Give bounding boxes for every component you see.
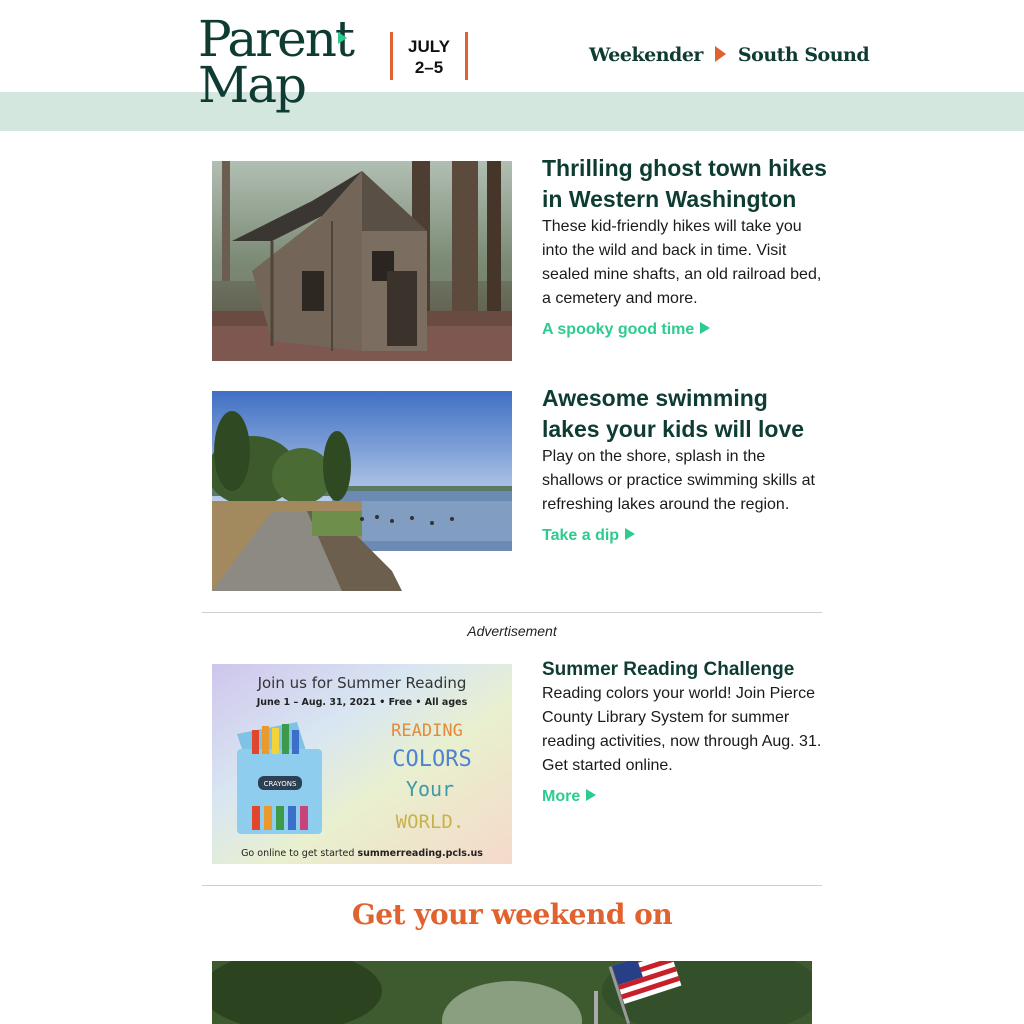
- article-cta-link[interactable]: [542, 321, 710, 339]
- cta-label: Take a dip: [542, 527, 620, 544]
- article-description: These kid-friendly hikes will take you into the wild and back in time. Visit sealed mine shafts, an old railroad bed, a cemetery and more.: [542, 218, 822, 307]
- article-title[interactable]: Thrilling ghost town hikes in Western Washington: [542, 155, 827, 212]
- summer-reading-ad-image[interactable]: [212, 664, 512, 864]
- ad-image-footer-url: summerreading.pcls.us: [357, 848, 483, 859]
- ad-more-link[interactable]: [542, 788, 596, 806]
- cta-label: More: [542, 788, 581, 805]
- edition-breadcrumb: [589, 44, 869, 66]
- divider: [202, 612, 822, 613]
- play-arrow-icon: [700, 322, 710, 334]
- ad-image-crayon-label: CRAYONS: [263, 780, 297, 788]
- logo-line-1: Parent: [198, 10, 353, 68]
- advertisement-label: Advertisement: [467, 623, 557, 639]
- article-title[interactable]: Awesome swimming lakes your kids will love: [542, 385, 805, 442]
- ad-description: Reading colors your world! Join Pierce County Library System for summer reading activities, now through Aug. 31. Get started online.: [542, 685, 822, 774]
- arrow-right-icon: [715, 46, 726, 62]
- play-arrow-icon: [586, 789, 596, 801]
- ad-text: [542, 659, 827, 806]
- ad-title[interactable]: Summer Reading Challenge: [542, 659, 795, 680]
- nav-weekender[interactable]: Weekender: [589, 44, 703, 66]
- nav-south-sound[interactable]: South Sound: [737, 44, 870, 66]
- cta-label: A spooky good time: [542, 321, 695, 338]
- header-band: [0, 92, 1024, 131]
- issue-date: [390, 32, 468, 80]
- divider: [202, 885, 822, 886]
- article-cta-link[interactable]: [542, 527, 635, 545]
- ad-image-headline: Join us for Summer Reading: [257, 674, 467, 692]
- article-text: [542, 385, 827, 545]
- weekend-hero-image[interactable]: [212, 961, 812, 1024]
- parentmap-logo[interactable]: [198, 10, 353, 114]
- date-days: 2–5: [414, 58, 444, 77]
- ad-image-subline: June 1 – Aug. 31, 2021 • Free • All ages: [256, 697, 468, 708]
- ad-image-word-world: WORLD.: [395, 811, 465, 833]
- logo-play-icon: [338, 32, 347, 44]
- ad-image-footer: [241, 848, 483, 859]
- article-text: [542, 155, 827, 339]
- header: [0, 0, 1024, 114]
- ad-image-word-colors: COLORS: [392, 747, 472, 772]
- swimming-lake-image[interactable]: [212, 391, 512, 591]
- logo-line-2: Map: [198, 56, 306, 114]
- ad-image-word-your: Your: [405, 777, 455, 801]
- ad-image-word-reading: READING: [391, 721, 463, 741]
- article-description: Play on the shore, splash in the shallows or practice swimming skills at refreshing lakes around the region.: [542, 448, 815, 513]
- play-arrow-icon: [625, 528, 635, 540]
- ad-image-footer-prefix: Go online to get started: [241, 848, 358, 859]
- date-month: JULY: [408, 37, 450, 56]
- section-title: Get your weekend on: [351, 898, 673, 931]
- ghost-town-cabin-image[interactable]: [212, 161, 512, 361]
